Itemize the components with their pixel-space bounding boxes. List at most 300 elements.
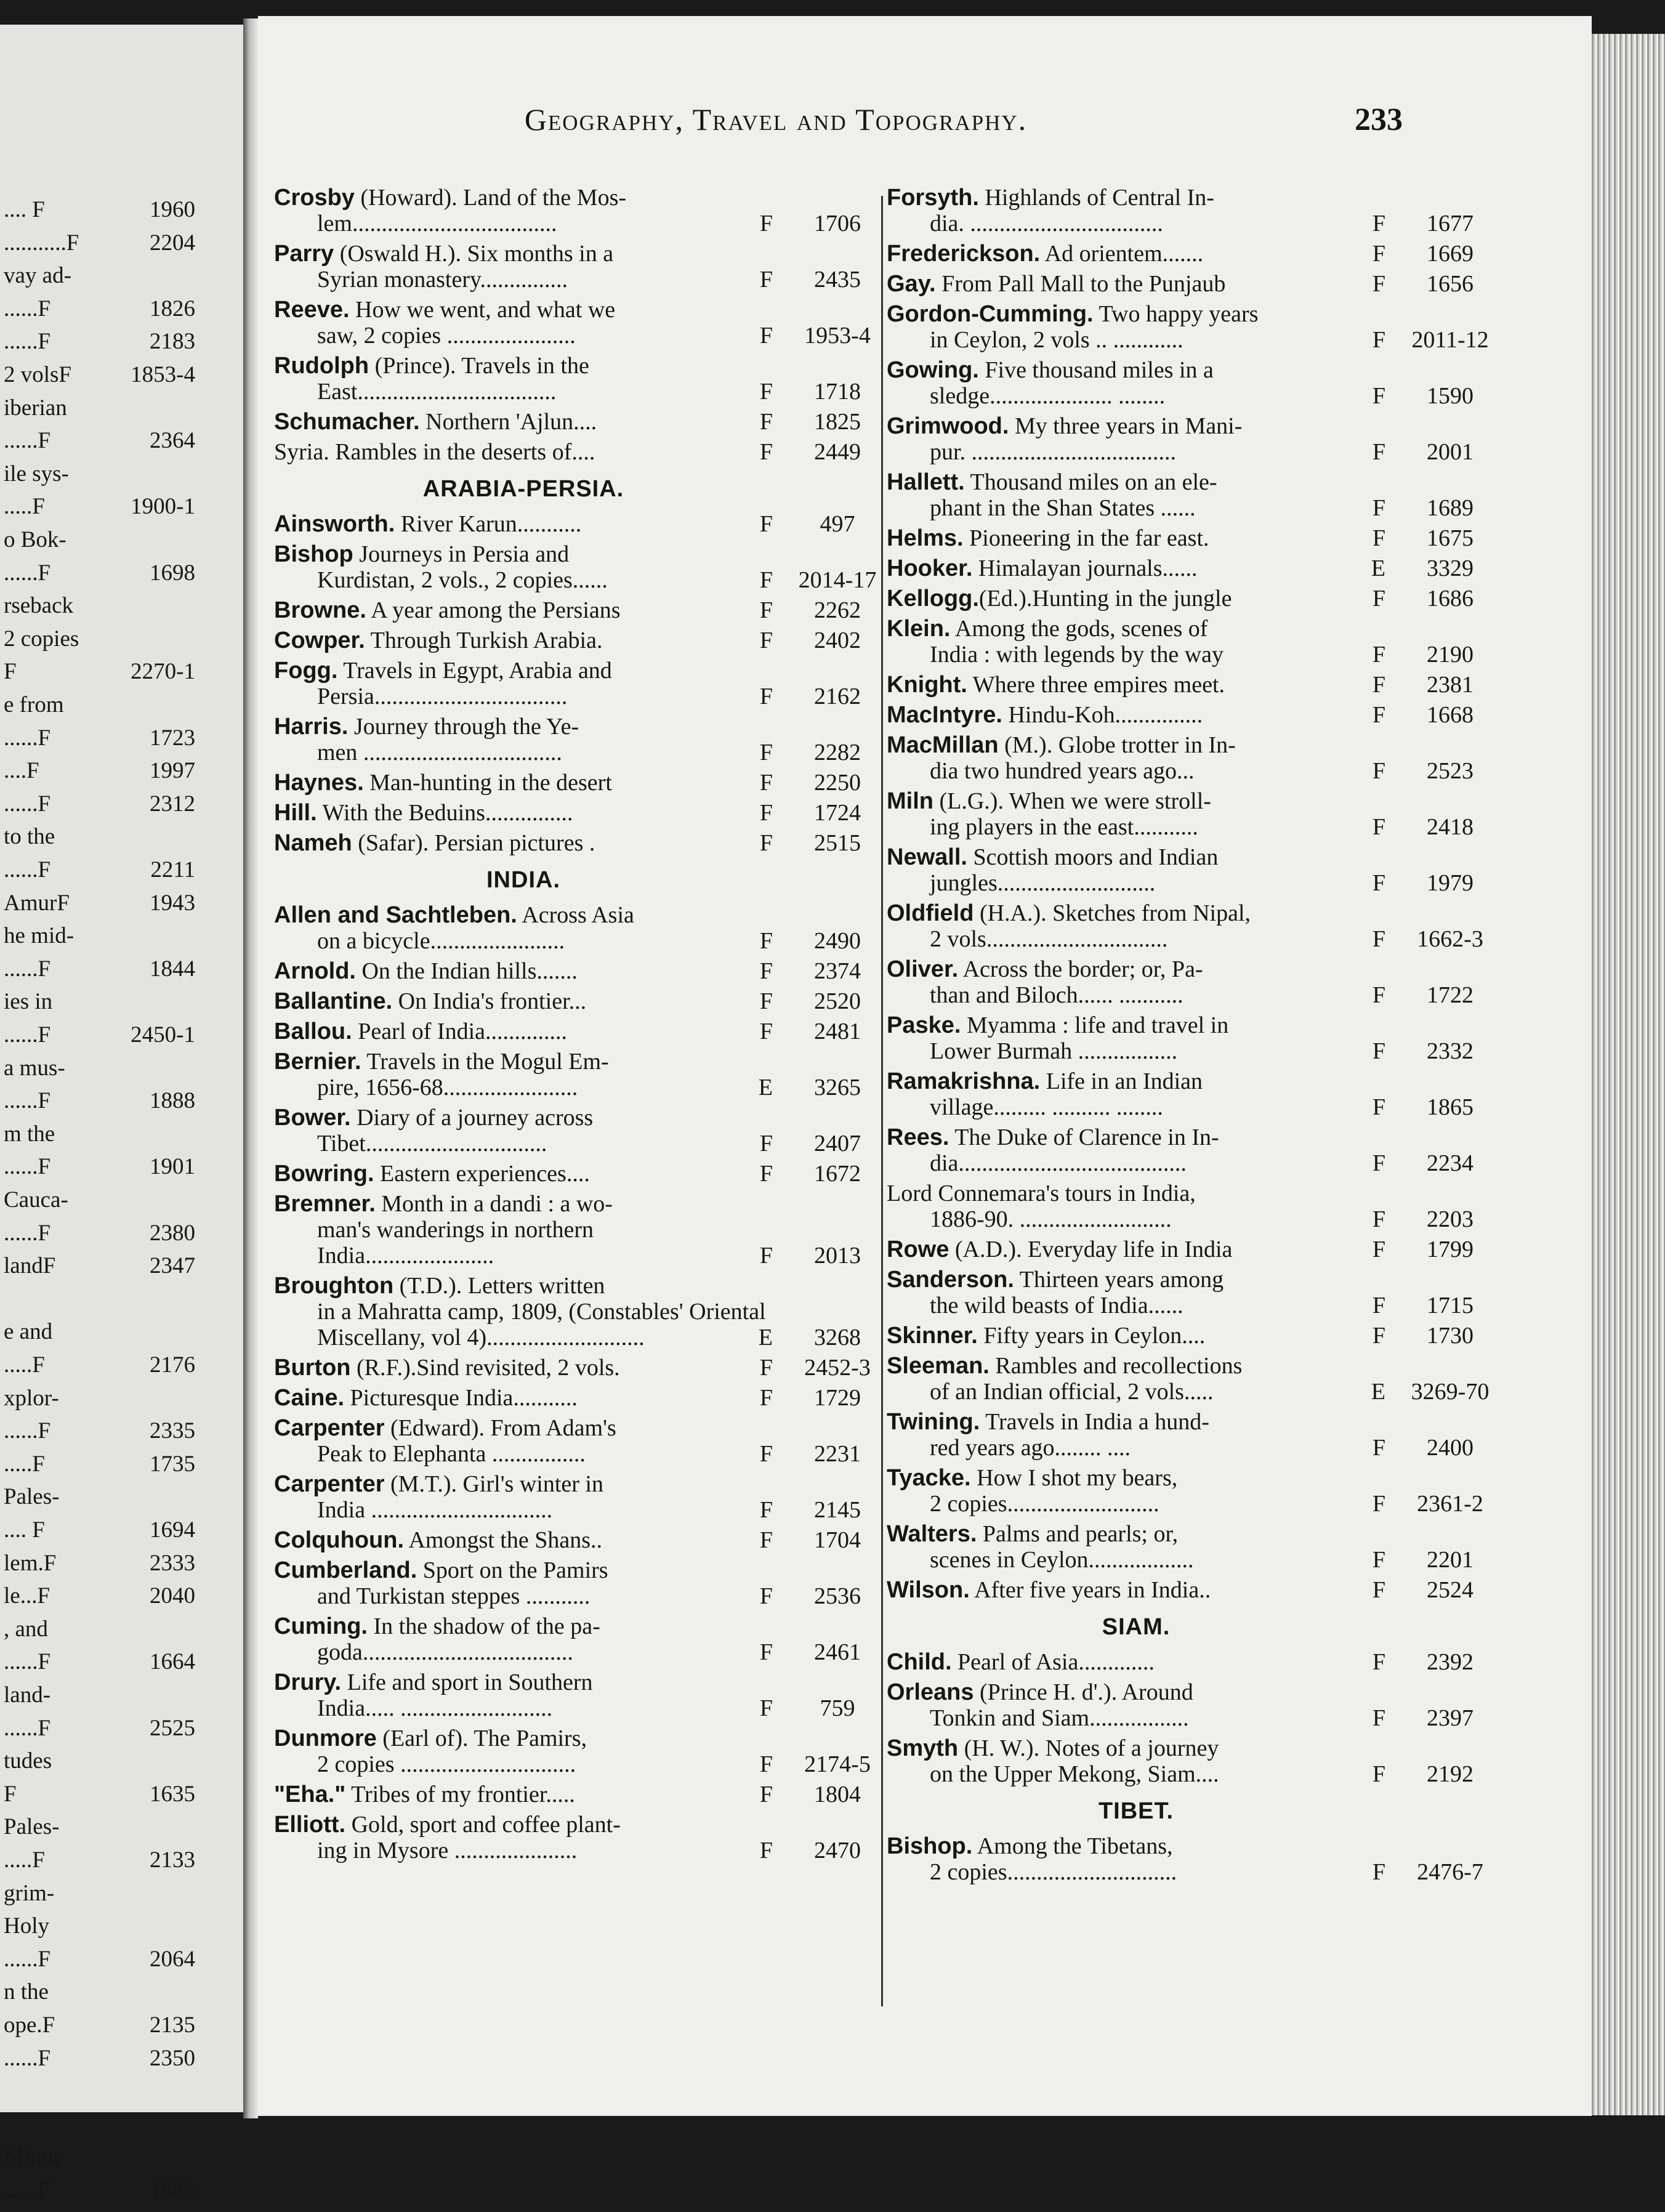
- entry-title: (Prince). Travels in the: [369, 353, 589, 379]
- catalog-entry: [274, 1527, 896, 1553]
- left-page-row-number: 1723: [150, 725, 195, 751]
- entry-title: Amongst the Shans..: [404, 1527, 603, 1553]
- left-page-row-number: 2133: [150, 1847, 195, 1873]
- catalog-entry: [274, 1613, 896, 1665]
- left-page-row-number: 1960: [150, 197, 195, 222]
- left-page-row: [0, 1716, 243, 1750]
- entry-class-code: F: [1372, 1577, 1385, 1603]
- left-page-row-text: le...F: [4, 1583, 50, 1609]
- entry-call-number: 2190: [1427, 642, 1474, 668]
- left-page-row: [0, 296, 243, 331]
- left-page-row-text: ......F: [4, 791, 51, 817]
- entry-class-code: F: [1372, 525, 1385, 551]
- left-page-row-text: to the: [4, 824, 55, 850]
- catalog-entry: [274, 1726, 896, 1777]
- left-page-row: [0, 1484, 243, 1519]
- entry-author: Gowing.: [887, 357, 979, 383]
- catalog-entry: [887, 616, 1509, 668]
- entry-call-number: 2262: [814, 597, 861, 623]
- entry-class-code: F: [759, 1583, 773, 1609]
- entry-title: (H.A.). Sketches from Nipal,: [974, 900, 1251, 926]
- entry-call-number: 2435: [814, 267, 861, 293]
- entry-title-continuation: India : with legends by the way: [930, 642, 1224, 668]
- entry-call-number: 2381: [1427, 672, 1474, 698]
- catalog-entry: [274, 1669, 896, 1721]
- catalog-entry: [887, 301, 1509, 353]
- entry-author: Ainsworth.: [274, 511, 395, 537]
- entry-title-continuation: Lower Burmah .................: [930, 1038, 1178, 1064]
- left-page-row: [0, 857, 243, 892]
- entry-title: Highlands of Central In-: [978, 185, 1214, 211]
- left-page-row-text: .... F: [4, 1517, 45, 1543]
- left-page-row: [0, 1022, 243, 1057]
- left-page-row-number: 2040: [150, 1583, 195, 1609]
- entry-call-number: 1865: [1427, 1094, 1474, 1120]
- entry-call-number: 2282: [814, 740, 861, 765]
- entry-author: Helms.: [887, 525, 964, 551]
- entry-author: Bernier.: [274, 1049, 361, 1075]
- left-page-row-number: 1901: [150, 1154, 195, 1180]
- entry-class-code: F: [1372, 1323, 1385, 1349]
- left-page-row: [0, 1352, 243, 1387]
- catalog-entry: [274, 241, 896, 293]
- entry-author: Sleeman.: [887, 1353, 990, 1379]
- left-page-row: [0, 362, 243, 397]
- catalog-entry: [887, 555, 1509, 581]
- catalog-entry: [887, 1267, 1509, 1318]
- entry-class-code: E: [758, 1325, 773, 1350]
- entry-author: MacMillan: [887, 732, 999, 758]
- entry-class-code: F: [1372, 982, 1385, 1008]
- entry-title-continuation: lem...................................: [317, 211, 557, 236]
- left-page-row-number: 2335: [150, 1418, 195, 1444]
- left-page-row-number: 2347: [150, 1253, 195, 1279]
- left-page-row-number: 1943: [150, 890, 195, 916]
- catalog-entry: [274, 1019, 896, 1044]
- catalog-entry: [274, 988, 896, 1014]
- catalog-entry: [887, 1409, 1509, 1461]
- entry-class-code: F: [759, 958, 773, 984]
- entry-title: How I shot my bears,: [970, 1465, 1178, 1491]
- entry-call-number: 2461: [814, 1639, 861, 1665]
- left-page-row: [0, 1814, 243, 1849]
- left-page-row: [0, 758, 243, 793]
- entry-class-code: F: [759, 1355, 773, 1381]
- entry-class-code: F: [759, 1441, 773, 1467]
- left-page-row-text: e and: [4, 1319, 53, 1345]
- entry-call-number: 2520: [814, 988, 861, 1014]
- entry-call-number: 2250: [814, 770, 861, 796]
- entry-title-continuation: 2 copies.............................: [930, 1859, 1177, 1885]
- entry-title: River Karun...........: [395, 511, 582, 537]
- entry-title: Syria. Rambles in the deserts of....: [274, 439, 595, 465]
- entry-title-continuation: Kurdistan, 2 vols., 2 copies......: [317, 567, 608, 593]
- left-page-row-number: 1886: [150, 2178, 195, 2203]
- catalog-entry: [887, 732, 1509, 784]
- entry-class-code: F: [759, 830, 773, 856]
- book-gutter: [243, 18, 258, 2118]
- entry-author: Gay.: [887, 271, 936, 297]
- left-page-row: [0, 2144, 243, 2179]
- entry-call-number: 1675: [1427, 525, 1474, 551]
- entry-call-number: 2536: [814, 1583, 861, 1609]
- catalog-entry: [887, 525, 1509, 551]
- entry-title: (Prince H. d'.). Around: [974, 1679, 1193, 1705]
- entry-title: My three years in Mani-: [1009, 413, 1243, 439]
- left-page-row-number: 2380: [150, 1220, 195, 1246]
- entry-class-code: F: [759, 409, 773, 435]
- catalog-entry: [887, 1649, 1509, 1675]
- left-page-row-text: landF: [4, 1253, 56, 1279]
- entry-call-number: 1825: [814, 409, 861, 435]
- left-page-row-text: 2 copies: [4, 626, 79, 652]
- entry-author: Ballou.: [274, 1019, 352, 1044]
- entry-title: (H. W.). Notes of a journey: [958, 1735, 1219, 1761]
- left-page-row-text: rseback: [4, 593, 73, 619]
- catalog-entry: [887, 413, 1509, 465]
- entry-call-number: 2203: [1427, 1206, 1474, 1232]
- entry-class-code: F: [759, 439, 773, 465]
- left-page-row-text: Holy: [4, 1913, 49, 1939]
- entry-author: Oldfield: [887, 900, 974, 926]
- entry-class-code: F: [1372, 1206, 1385, 1232]
- left-page-row-text: Cauca-: [4, 1187, 68, 1213]
- left-page-row-text: F: [4, 1781, 17, 1807]
- entry-author: Dunmore: [274, 1726, 377, 1751]
- entry-title-continuation: ing players in the east...........: [930, 814, 1198, 840]
- left-page-row: [0, 956, 243, 991]
- entry-author: Haynes.: [274, 770, 364, 796]
- entry-class-code: F: [1372, 814, 1385, 840]
- left-page-row-number: 1826: [150, 296, 195, 321]
- entry-title: Where three empires meet.: [967, 672, 1225, 698]
- catalog-entry: [274, 1355, 896, 1381]
- entry-class-code: F: [759, 267, 773, 293]
- catalog-entry: [887, 956, 1509, 1008]
- entry-title: Hindu-Koh...............: [1002, 702, 1203, 728]
- entry-author: Ballantine.: [274, 988, 393, 1014]
- left-page-row: [0, 1881, 243, 1915]
- entry-title: On India's frontier...: [392, 988, 587, 1014]
- entry-call-number: 2490: [814, 928, 861, 954]
- catalog-column-left: [274, 185, 896, 1868]
- entry-title: From Pall Mall to the Punjaub: [935, 271, 1226, 297]
- entry-title: Pioneering in the far east.: [963, 525, 1209, 551]
- entry-title: Diary of a journey across: [350, 1105, 594, 1131]
- entry-class-code: F: [1372, 1705, 1385, 1731]
- entry-class-code: F: [1372, 926, 1385, 952]
- entry-author: Child.: [887, 1649, 952, 1675]
- entry-class-code: F: [1372, 383, 1385, 409]
- entry-class-code: F: [759, 1131, 773, 1156]
- entry-title: Journeys in Persia and: [353, 541, 570, 567]
- entry-author: Oliver.: [887, 956, 959, 982]
- entry-class-code: F: [1372, 1094, 1385, 1120]
- catalog-entry: [887, 1833, 1509, 1885]
- entry-class-code: F: [1372, 327, 1385, 353]
- entry-author: Kellogg.: [887, 586, 979, 612]
- entry-call-number: 2481: [814, 1019, 861, 1044]
- entry-class-code: F: [759, 800, 773, 826]
- entry-author: Fogg.: [274, 658, 338, 684]
- entry-author: MacIntyre.: [887, 702, 1002, 728]
- entry-class-code: E: [1371, 1379, 1385, 1405]
- left-page-row-text: ......F: [4, 1022, 51, 1047]
- entry-title-continuation: ing in Mysore .....................: [317, 1838, 578, 1863]
- entry-call-number: 3269-70: [1411, 1379, 1490, 1405]
- left-page-row-number: 1900-1: [131, 494, 195, 520]
- entry-class-code: F: [1372, 758, 1385, 784]
- entry-class-code: F: [1372, 1293, 1385, 1318]
- entry-call-number: 1668: [1427, 702, 1474, 728]
- left-page-row-text: ......F: [4, 1946, 51, 1972]
- entry-title: Northern 'Ajlun....: [419, 409, 597, 435]
- left-page-row: [0, 824, 243, 858]
- catalog-entry: [887, 1465, 1509, 1517]
- left-page-row-number: 2350: [150, 2045, 195, 2071]
- left-page-row: [0, 692, 243, 727]
- left-page-row-number: 1844: [150, 956, 195, 982]
- entry-call-number: 1804: [814, 1782, 861, 1807]
- entry-author: Paske.: [887, 1012, 961, 1038]
- entry-class-code: F: [759, 684, 773, 709]
- left-page-row: [0, 1517, 243, 1552]
- entry-call-number: 2449: [814, 439, 861, 465]
- entry-author: Burton: [274, 1355, 351, 1381]
- entry-class-code: F: [759, 1019, 773, 1044]
- entry-class-code: F: [1372, 672, 1385, 698]
- entry-call-number: 1729: [814, 1385, 861, 1411]
- left-page-row: [0, 1286, 243, 1321]
- left-page-row-text: ile sys-: [4, 461, 69, 486]
- catalog-entry: [274, 1812, 896, 1863]
- entry-call-number: 759: [820, 1695, 855, 1721]
- entry-title: Palms and pearls; or,: [977, 1521, 1179, 1547]
- entry-call-number: 1686: [1427, 586, 1474, 612]
- entry-title-continuation: goda....................................: [317, 1639, 573, 1665]
- entry-class-code: F: [759, 567, 773, 593]
- entry-class-code: F: [1372, 241, 1385, 267]
- entry-class-code: F: [759, 1751, 773, 1777]
- left-page-row: [0, 989, 243, 1023]
- left-page-row-number: 1698: [150, 560, 195, 586]
- entry-title: Five thousand miles in a: [978, 357, 1214, 383]
- left-page-row-text: ...........F: [4, 230, 79, 256]
- left-page-row-text: Minor: [4, 2144, 61, 2170]
- left-page-row-number: 2270-1: [131, 659, 195, 685]
- left-page-row-text: n the: [4, 1979, 49, 2005]
- entry-title: Lord Connemara's tours in India,: [887, 1181, 1196, 1206]
- entry-title: Life in an Indian: [1040, 1068, 1203, 1094]
- entry-title-continuation: 2 vols...............................: [930, 926, 1168, 952]
- entry-author: Gordon-Cumming.: [887, 301, 1094, 327]
- entry-class-code: F: [759, 1497, 773, 1523]
- entry-call-number: 2201: [1427, 1547, 1474, 1573]
- entry-title-continuation: scenes in Ceylon..................: [930, 1547, 1194, 1573]
- entry-title: With the Beduins...............: [316, 800, 573, 826]
- entry-class-code: F: [759, 597, 773, 623]
- catalog-entry: [887, 1679, 1509, 1731]
- entry-class-code: F: [1372, 642, 1385, 668]
- left-page-row-text: .... F: [4, 197, 45, 222]
- entry-author: Bishop: [274, 541, 353, 567]
- left-page-row: [0, 2112, 243, 2146]
- entry-author: Grimwood.: [887, 413, 1009, 439]
- catalog-entry: [887, 1181, 1509, 1232]
- left-page-row-text: ......F: [4, 1088, 51, 1114]
- left-page-row: [0, 1187, 243, 1222]
- entry-title: (Howard). Land of the Mos-: [354, 185, 627, 211]
- catalog-entry: [887, 1521, 1509, 1573]
- left-page-row-number: 1888: [150, 1088, 195, 1114]
- left-page-row-text: tudes: [4, 1748, 52, 1774]
- entry-author: Nameh: [274, 830, 352, 856]
- catalog-entry: [274, 439, 896, 465]
- entry-title: (T.D.). Letters written: [393, 1273, 605, 1299]
- left-page-row: [0, 1782, 243, 1816]
- entry-author: Hill.: [274, 800, 317, 826]
- catalog-entry: [887, 1124, 1509, 1176]
- entry-call-number: 1715: [1427, 1293, 1474, 1318]
- left-page-row-text: land-: [4, 1682, 51, 1708]
- left-page-row-text: m the: [4, 1121, 55, 1147]
- left-page-row-number: 2211: [150, 857, 195, 882]
- entry-class-code: F: [1372, 1038, 1385, 1064]
- catalog-entry: [274, 353, 896, 405]
- entry-title: Through Turkish Arabia.: [365, 628, 603, 653]
- entry-title: Life and sport in Southern: [341, 1669, 593, 1695]
- left-page-row: [0, 2046, 243, 2080]
- entry-call-number: 1672: [814, 1161, 861, 1187]
- left-page-row-number: 2333: [150, 1550, 195, 1576]
- entry-title: How we went, and what we: [349, 297, 616, 323]
- entry-call-number: 1704: [814, 1527, 861, 1553]
- left-page-row-text: ies in: [4, 989, 53, 1015]
- entry-title: Travels in Egypt, Arabia and: [337, 658, 612, 684]
- entry-title: Thousand miles on an ele-: [964, 469, 1217, 495]
- catalog-entry: [274, 1191, 896, 1269]
- entry-author: Miln: [887, 788, 933, 814]
- entry-author: Cowper.: [274, 628, 365, 653]
- left-page-row: [0, 923, 243, 958]
- catalog-entry: [887, 672, 1509, 698]
- entry-author: Reeve.: [274, 297, 350, 323]
- entry-title-continuation: Tonkin and Siam.................: [930, 1705, 1189, 1731]
- entry-title-continuation: Persia.................................: [317, 684, 568, 709]
- entry-title-continuation: saw, 2 copies ......................: [317, 323, 576, 349]
- entry-title: (Ed.).Hunting in the jungle: [978, 586, 1232, 612]
- entry-call-number: 2400: [1427, 1435, 1474, 1461]
- catalog-entry: [274, 297, 896, 349]
- left-page-row-text: grim-: [4, 1880, 55, 1906]
- catalog-entry: [887, 1237, 1509, 1262]
- entry-title: (Earl of). The Pamirs,: [376, 1726, 587, 1751]
- catalog-entry: [887, 586, 1509, 612]
- entry-class-code: F: [1372, 211, 1385, 236]
- left-page-row: [0, 1682, 243, 1717]
- entry-class-code: F: [1372, 702, 1385, 728]
- left-page-row-text: a mus-: [4, 1055, 65, 1081]
- entry-title: Among the Tibetans,: [972, 1833, 1173, 1859]
- catalog-entry: [887, 1577, 1509, 1603]
- entry-class-code: F: [1372, 1649, 1385, 1675]
- entry-call-number: 2014-17: [798, 567, 877, 593]
- entry-call-number: 2470: [814, 1838, 861, 1863]
- section-heading: TIBET.: [1098, 1798, 1174, 1824]
- entry-title: After five years in India..: [969, 1577, 1211, 1603]
- entry-class-code: F: [1372, 1491, 1385, 1517]
- entry-author: Rudolph: [274, 353, 369, 379]
- left-page-row: [0, 197, 243, 232]
- entry-title: Scottish moors and Indian: [967, 844, 1219, 870]
- entry-title-continuation: the wild beasts of India......: [930, 1293, 1183, 1318]
- catalog-entry: [274, 1782, 896, 1807]
- left-facing-page: [0, 25, 246, 2203]
- entry-author: Arnold.: [274, 958, 356, 984]
- entry-title: (Edward). From Adam's: [384, 1415, 616, 1441]
- entry-call-number: 2001: [1427, 439, 1474, 465]
- entry-call-number: 1689: [1427, 495, 1474, 521]
- entry-call-number: 1799: [1427, 1237, 1474, 1262]
- left-page-row: [0, 395, 243, 430]
- catalog-entry: [274, 597, 896, 623]
- entry-title-continuation: dia.......................................: [930, 1150, 1187, 1176]
- entry-title: Pearl of India..............: [352, 1019, 567, 1044]
- left-page-row: [0, 1847, 243, 1882]
- entry-class-code: F: [759, 211, 773, 236]
- entry-title: (Oswald H.). Six months in a: [334, 241, 614, 267]
- entry-author: Ramakrishna.: [887, 1068, 1041, 1094]
- entry-call-number: 1662-3: [1417, 926, 1483, 952]
- entry-call-number: 2374: [814, 958, 861, 984]
- section-heading: ARABIA-PERSIA.: [422, 476, 624, 502]
- entry-title-continuation: pire, 1656-68.......................: [317, 1075, 578, 1100]
- entry-class-code: F: [759, 770, 773, 796]
- entry-class-code: F: [759, 1695, 773, 1721]
- entry-title-continuation: than and Biloch...... ...........: [930, 982, 1183, 1008]
- section-heading: INDIA.: [486, 867, 560, 893]
- entry-call-number: 2192: [1427, 1761, 1474, 1787]
- catalog-entry: [274, 541, 896, 593]
- entry-author: Browne.: [274, 597, 366, 623]
- left-page-row-text: iberian: [4, 395, 67, 421]
- entry-title: (M.T.). Girl's winter in: [384, 1471, 603, 1497]
- left-page-row-text: he mid-: [4, 923, 75, 949]
- entry-author: "Eha.": [274, 1782, 346, 1807]
- left-page-row-text: , and: [4, 1616, 48, 1642]
- left-page-row-text: ope.F: [4, 2012, 55, 2038]
- entry-class-code: F: [1372, 439, 1385, 465]
- left-page-row: [0, 560, 243, 595]
- catalog-entry: [887, 900, 1509, 952]
- entry-title: (A.D.). Everyday life in India: [949, 1237, 1233, 1262]
- entry-title: Two happy years: [1093, 301, 1259, 327]
- entry-author: Tyacke.: [887, 1465, 971, 1491]
- left-page-row: [0, 1649, 243, 1684]
- entry-call-number: 2407: [814, 1131, 861, 1156]
- entry-title-continuation: India..... ..........................: [317, 1695, 553, 1721]
- catalog-entry: [887, 241, 1509, 267]
- left-page-row-text: 2 volsF: [4, 362, 72, 387]
- entry-title: Gold, sport and coffee plant-: [345, 1812, 621, 1838]
- page-number: 233: [1355, 102, 1403, 137]
- catalog-entry: [887, 1323, 1509, 1349]
- entry-author: Harris.: [274, 714, 349, 740]
- left-page-row: [0, 2178, 243, 2212]
- entry-title: Myamma : life and travel in: [961, 1012, 1229, 1038]
- entry-title-continuation: Tibet...............................: [317, 1131, 547, 1156]
- entry-title-continuation: men ..................................: [317, 740, 562, 765]
